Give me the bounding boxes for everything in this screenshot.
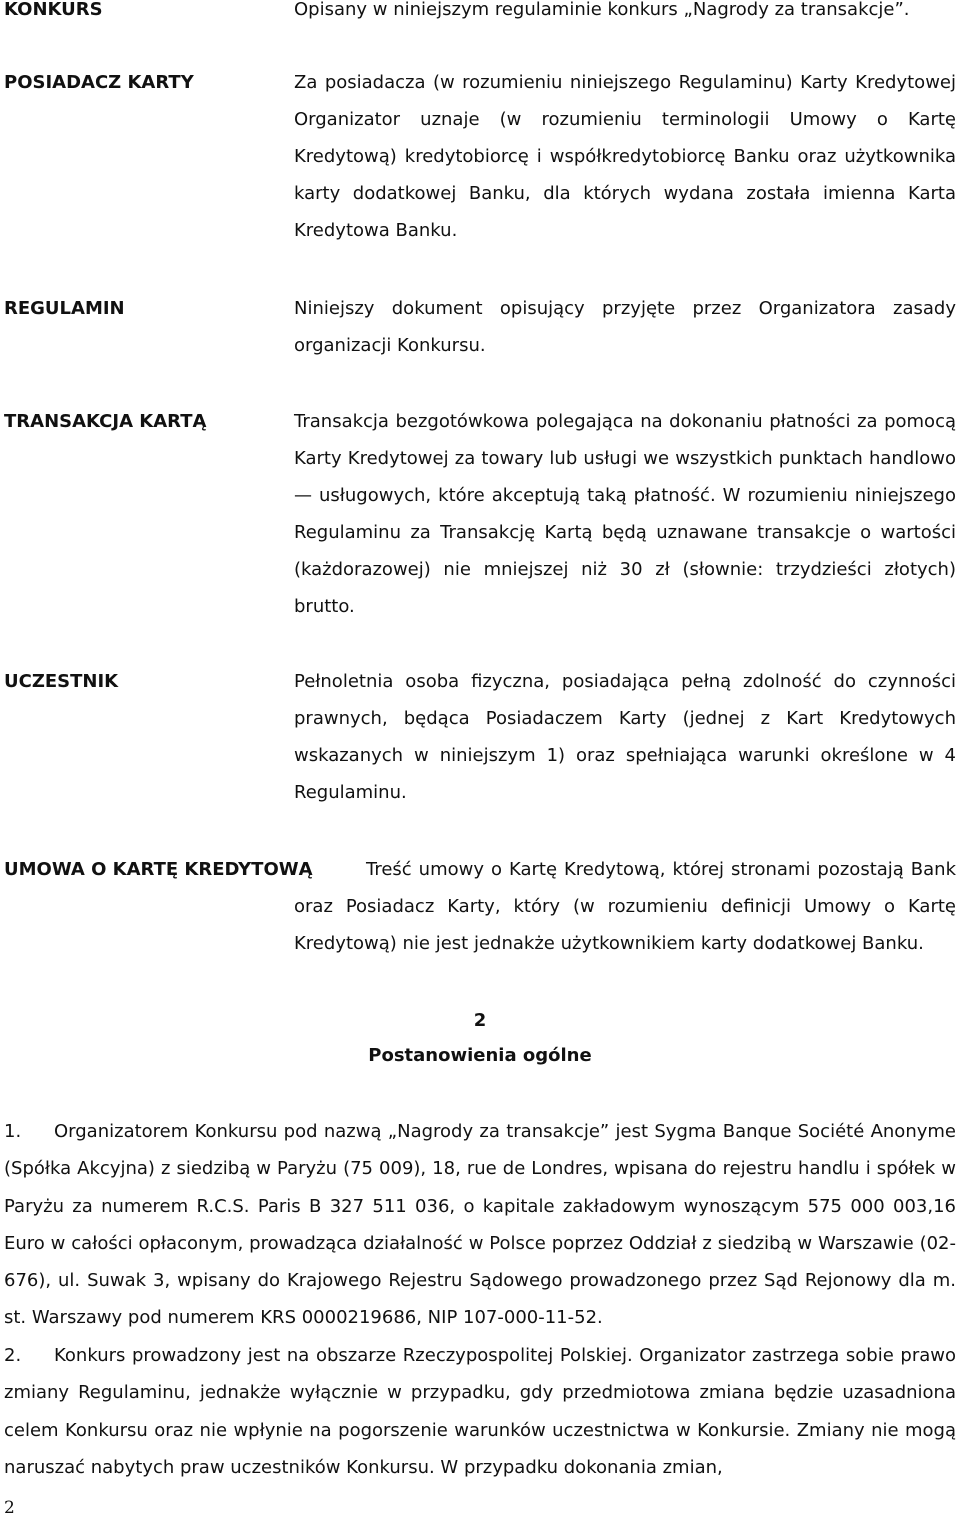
term-regulamin: REGULAMIN	[4, 298, 125, 319]
section-number: 2	[473, 1010, 487, 1031]
term-transakcja-karta: TRANSAKCJA KARTĄ	[4, 411, 207, 432]
term-konkurs: KONKURS	[4, 0, 103, 20]
definition-uczestnik: Pełnoletnia osoba fizyczna, posiadająca pełną zdolność do czynności prawnych, będąca Posiadaczem Karty (jednej z Kart Kredytowych wskazanych w niniejszym 1) oraz spełniająca warunki określone w 4 Regulaminu.	[294, 671, 956, 803]
definition-transakcja-karta: Transakcja bezgotówkowa polegająca na dokonaniu płatności za pomocą Karty Kredytowej za towary lub usługi we wszystkich punktach handlowo — usługowych, które akceptują taką płatność. W rozumieniu niniejszego Regulaminu za Transakcję Kartą będą uznawane transakcje o wartości (każdorazowej) nie mniejszej niż 30 zł (słownie: trzydzieści złotych) brutto.	[294, 411, 956, 617]
paragraph-2	[4, 1337, 956, 1486]
definition-posiadacz-karty: Za posiadacza (w rozumieniu niniejszego Regulaminu) Karty Kredytowej Organizator uznaje (w rozumieniu terminologii Umowy o Kartę Kredytową) kredytobiorcę i współkredytobiorcę Banku oraz użytkownika karty dodatkowej Banku, dla których wydana została imienna Karta Kredytowa Banku.	[294, 72, 956, 241]
paragraph-text: Konkurs prowadzony jest na obszarze Rzeczypospolitej Polskiej. Organizator zastrzega sobie prawo zmiany Regulaminu, jednakże wyłącznie w przypadku, gdy przedmiotowa zmiana będzie uzasadniona celem Konkursu oraz nie wpłynie na pogorszenie warunków uczestnictwa w Konkursie. Zmiany nie mogą naruszać nabytych praw uczestników Konkursu. W przypadku dokonania zmian,	[4, 1345, 956, 1478]
term-posiadacz-karty: POSIADACZ KARTY	[4, 72, 194, 93]
paragraph-number: 2.	[4, 1345, 22, 1366]
page-number: 2	[4, 1498, 15, 1518]
term-umowa-o-karte: UMOWA O KARTĘ KREDYTOWĄ	[4, 859, 313, 880]
paragraph-text: Organizatorem Konkursu pod nazwą „Nagrody za transakcje” jest Sygma Banque Société Anonyme (Spółka Akcyjna) z siedzibą w Paryżu (75 009), 18, rue de Londres, wpisana do rejestru handlu i spółek w Paryżu za numerem R.C.S. Paris B 327 511 036, o kapitale zakładowym wynoszącym 575 000 003,16 Euro w całości opłaconym, prowadząca działalność w Polsce poprzez Oddział z siedzibą w Warszawie (02-676), ul. Suwak 3, wpisany do Krajowego Rejestru Sądowego prowadzonego przez Sąd Rejonowy dla m. st. Warszawy pod numerem KRS 0000219686, NIP 107-000-11-52.	[4, 1121, 956, 1329]
definition-umowa-o-karte: Treść umowy o Kartę Kredytową, której stronami pozostają Bank oraz Posiadacz Karty, który (w rozumieniu definicji Umowy o Kartę Kredytową) nie jest jednakże użytkownikiem karty dodatkowej Banku.	[294, 859, 956, 954]
section-title: Postanowienia ogólne	[368, 1045, 592, 1066]
paragraph-1	[4, 1113, 956, 1337]
definition-regulamin: Niniejszy dokument opisujący przyjęte przez Organizatora zasady organizacji Konkursu.	[294, 298, 956, 356]
definition-konkurs: Opisany w niniejszym regulaminie konkurs „Nagrody za transakcje”.	[294, 0, 910, 20]
paragraph-number: 1.	[4, 1121, 22, 1142]
term-uczestnik: UCZESTNIK	[4, 671, 119, 692]
